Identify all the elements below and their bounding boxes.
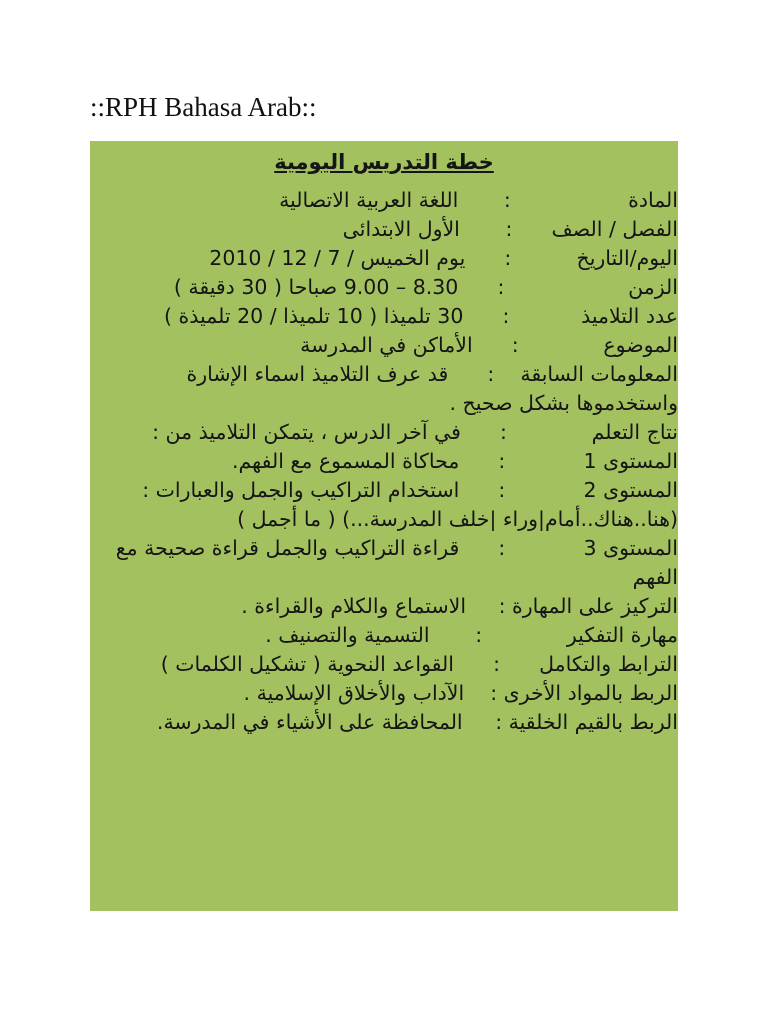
plan-row-topic: الموضوع : الأماكن في المدرسة bbox=[300, 333, 678, 357]
plan-row-level-3: المستوى 3 : قراءة التراكيب والجمل قراءة صحيحة مع الفهم bbox=[109, 536, 678, 589]
plan-row-thinking-skill: مهارة التفكير : التسمية والتصنيف . bbox=[265, 623, 678, 647]
plan-row-date: اليوم/التاريخ : يوم الخميس / 7 / 12 / 2010 bbox=[209, 246, 678, 270]
plan-row-students: عدد التلاميذ : 30 تلميذا ( 10 تلميذا / 20 تلميذة ) bbox=[164, 304, 678, 328]
plan-row-subject: المادة : اللغة العربية الاتصالية bbox=[279, 188, 678, 212]
plan-row-time: الزمن : 8.30 – 9.00 صباحا ( 30 دقيقة ) bbox=[173, 275, 678, 299]
lesson-plan-heading: خطة التدريس اليومية bbox=[274, 150, 494, 174]
plan-row-learning-outcome: نتاج التعلم : في آخر الدرس ، يتمكن التلاميذ من : bbox=[152, 420, 678, 444]
plan-row-class: الفصل / الصف : الأول الابتدائى bbox=[342, 217, 678, 241]
plan-row-level-2: المستوى 2 : استخدام التراكيب والجمل والعبارات : (هنا..هناك..أمام|وراء |خلف المدرسة...) ( ما أجمل ) bbox=[135, 478, 678, 531]
plan-row-prior-knowledge: المعلومات السابقة : قد عرف التلاميذ اسماء الإشارة واستخدموها بشكل صحيح . bbox=[179, 362, 678, 415]
lesson-plan-box bbox=[90, 141, 678, 911]
plan-row-integration: الترابط والتكامل : القواعد النحوية ( تشكيل الكلمات ) bbox=[160, 652, 678, 676]
plan-row-level-1: المستوى 1 : محاكاة المسموع مع الفهم. bbox=[232, 449, 678, 473]
plan-row-skill-focus: التركيز على المهارة : الاستماع والكلام والقراءة . bbox=[241, 594, 678, 618]
plan-row-moral-values: الربط بالقيم الخلقية : المحافظة على الأشياء في المدرسة. bbox=[156, 710, 678, 734]
document-title: ::RPH Bahasa Arab:: bbox=[90, 92, 317, 122]
plan-row-cross-curricular: الربط بالمواد الأخرى : الآداب والأخلاق الإسلامية . bbox=[243, 681, 678, 705]
